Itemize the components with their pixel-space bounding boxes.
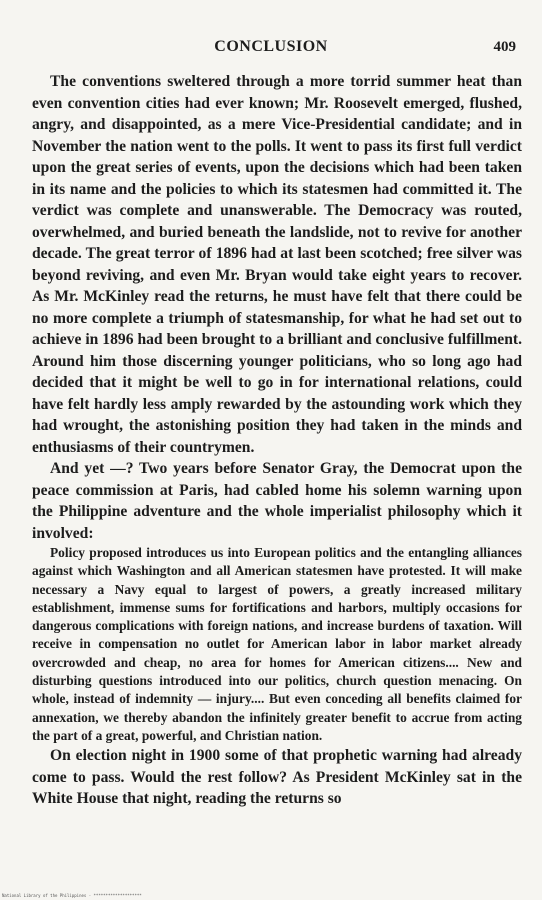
chapter-title: CONCLUSION [214,38,328,55]
paragraph-conventions: The conventions sweltered through a more torrid summer heat than even convention cities had ever known; Mr. Roosevelt emerged, flushed, angry, and disappointed, as a mere Vice-Presidential candidate; and in November the nation went to the polls. It went to pass its first full verdict upon the great series of events, upon the decisions which had been taken in its name and the policies to which its statesmen had committed it. The verdict was complete and unanswerable. The Democracy was routed, overwhelmed, and buried beneath the landslide, not to revive for another decade. The great terror of 1896 had at last been scotched; free silver was beyond reviving, and even Mr. Bryan would take eight years to recover. As Mr. McKinley read the returns, he must have felt that there could be no more complete a triumph of statesmanship, for what he had set out to achieve in 1896 had been brought to a brilliant and conclusive fulfillment. Around him those discerning younger politicians, who so long ago had decided that it might be well to go in for international relations, could have felt hardly less amply rewarded by the astounding work which they had wrought, the astonishing position they had taken in the minds and enthusiasms of their countrymen. [32,73,522,456]
paragraph-election-night: On election night in 1900 some of that prophetic warning had already come to pass. Would the rest follow? As President McKinley sat in the White House that night, reading the returns so [32,747,522,808]
page-number: 409 [493,39,516,55]
running-head [0,38,542,60]
paragraph-senator-gray: And yet —? Two years before Senator Gray, the Democrat upon the peace commission at Paris, had cabled home his solemn warning upon the Philippine adventure and the whole imperialist philosophy which it involved: [32,460,522,542]
library-stamp: National Library of the Philippines · ******************** [2,893,142,898]
page-body [32,71,522,810]
block-quote: Policy proposed introduces us into European politics and the entangling alliances against which Washington and all American statesmen have protested. It will make necessary a Navy equal to largest of powers, a greatly increased military establishment, immense sums for fortifications and harbors, multiply occasions for dangerous complications with foreign nations, and increase burdens of taxation. Will receive in compensation no outlet for American labor in labor market already overcrowded and cheap, no area for homes for American citizens.... New and disturbing questions introduced into our politics, church question menacing. On whole, instead of indemnity — injury.... But even conceding all benefits claimed for annexation, we thereby abandon the infinitely greater benefit to accrue from acting the part of a great, powerful, and Christian nation. [32,545,522,743]
